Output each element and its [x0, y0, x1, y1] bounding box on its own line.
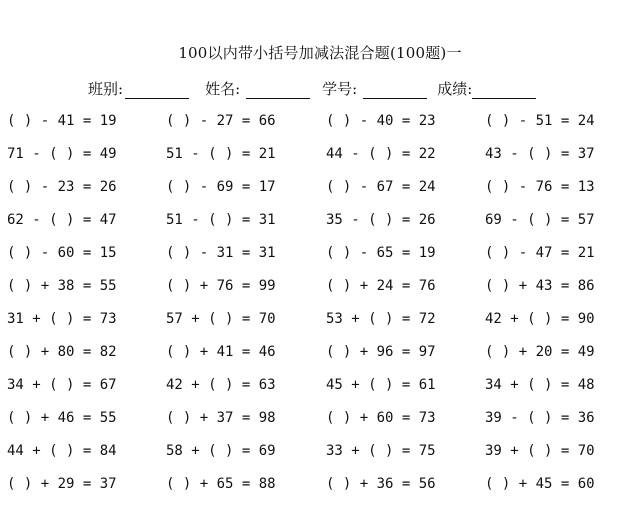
problem[interactable]: ( ) + 80 = 82 [7, 344, 117, 360]
problem[interactable]: ( ) - 23 = 26 [7, 179, 117, 195]
problem[interactable]: ( ) + 96 = 97 [326, 344, 436, 360]
problem[interactable]: 44 - ( ) = 22 [326, 146, 436, 162]
problem[interactable]: ( ) + 60 = 73 [326, 410, 436, 426]
problem[interactable]: 62 - ( ) = 47 [7, 212, 117, 228]
problem[interactable]: 45 + ( ) = 61 [326, 377, 436, 393]
problem[interactable]: ( ) - 31 = 31 [166, 245, 276, 261]
problem[interactable]: 43 - ( ) = 37 [485, 146, 595, 162]
problem[interactable]: ( ) - 67 = 24 [326, 179, 436, 195]
score-label: 成绩: [437, 80, 473, 98]
problem[interactable]: ( ) + 20 = 49 [485, 344, 595, 360]
page-title: 100以内带小括号加减法混合题(100题)一 [178, 44, 462, 62]
problem[interactable]: ( ) - 41 = 19 [7, 113, 117, 129]
name-blank[interactable] [246, 82, 310, 99]
score-blank[interactable] [472, 82, 536, 99]
problem[interactable]: 51 - ( ) = 21 [166, 146, 276, 162]
student-number-field [322, 78, 427, 99]
problem[interactable]: ( ) + 76 = 99 [166, 278, 276, 294]
problem[interactable]: 39 + ( ) = 70 [485, 443, 595, 459]
problem[interactable]: 71 - ( ) = 49 [7, 146, 117, 162]
student-number-blank[interactable] [363, 82, 427, 99]
problem[interactable]: ( ) + 43 = 86 [485, 278, 595, 294]
problem[interactable]: 31 + ( ) = 73 [7, 311, 117, 327]
problem[interactable]: ( ) - 65 = 19 [326, 245, 436, 261]
problem[interactable]: 44 + ( ) = 84 [7, 443, 117, 459]
name-label: 姓名: [205, 80, 241, 98]
problem[interactable]: ( ) - 69 = 17 [166, 179, 276, 195]
student-number-label: 学号: [322, 80, 358, 98]
problem[interactable]: 34 + ( ) = 48 [485, 377, 595, 393]
problem[interactable]: 57 + ( ) = 70 [166, 311, 276, 327]
problem[interactable]: ( ) - 76 = 13 [485, 179, 595, 195]
problem-grid [7, 110, 637, 506]
problem[interactable]: ( ) + 38 = 55 [7, 278, 117, 294]
problem[interactable]: ( ) + 37 = 98 [166, 410, 276, 426]
problem[interactable]: ( ) + 41 = 46 [166, 344, 276, 360]
problem[interactable]: 42 + ( ) = 63 [166, 377, 276, 393]
problem[interactable]: 34 + ( ) = 67 [7, 377, 117, 393]
problem[interactable]: 35 - ( ) = 26 [326, 212, 436, 228]
problem[interactable]: ( ) + 46 = 55 [7, 410, 117, 426]
class-field [88, 78, 189, 99]
problem[interactable]: ( ) + 36 = 56 [326, 476, 436, 492]
problem[interactable]: ( ) - 51 = 24 [485, 113, 595, 129]
name-field [205, 78, 310, 99]
problem[interactable]: 53 + ( ) = 72 [326, 311, 436, 327]
problem[interactable]: 39 - ( ) = 36 [485, 410, 595, 426]
problem[interactable]: 42 + ( ) = 90 [485, 311, 595, 327]
student-info-row [88, 78, 536, 99]
problem[interactable]: ( ) - 27 = 66 [166, 113, 276, 129]
class-label: 班别: [88, 80, 124, 98]
problem[interactable]: ( ) + 45 = 60 [485, 476, 595, 492]
problem[interactable]: ( ) - 40 = 23 [326, 113, 436, 129]
problem[interactable]: 69 - ( ) = 57 [485, 212, 595, 228]
problem[interactable]: ( ) + 65 = 88 [166, 476, 276, 492]
problem[interactable]: 51 - ( ) = 31 [166, 212, 276, 228]
problem[interactable]: 58 + ( ) = 69 [166, 443, 276, 459]
problem[interactable]: ( ) + 29 = 37 [7, 476, 117, 492]
problem[interactable]: 33 + ( ) = 75 [326, 443, 436, 459]
class-blank[interactable] [125, 82, 189, 99]
problem[interactable]: ( ) - 47 = 21 [485, 245, 595, 261]
score-field [437, 78, 536, 99]
problem[interactable]: ( ) - 60 = 15 [7, 245, 117, 261]
problem[interactable]: ( ) + 24 = 76 [326, 278, 436, 294]
